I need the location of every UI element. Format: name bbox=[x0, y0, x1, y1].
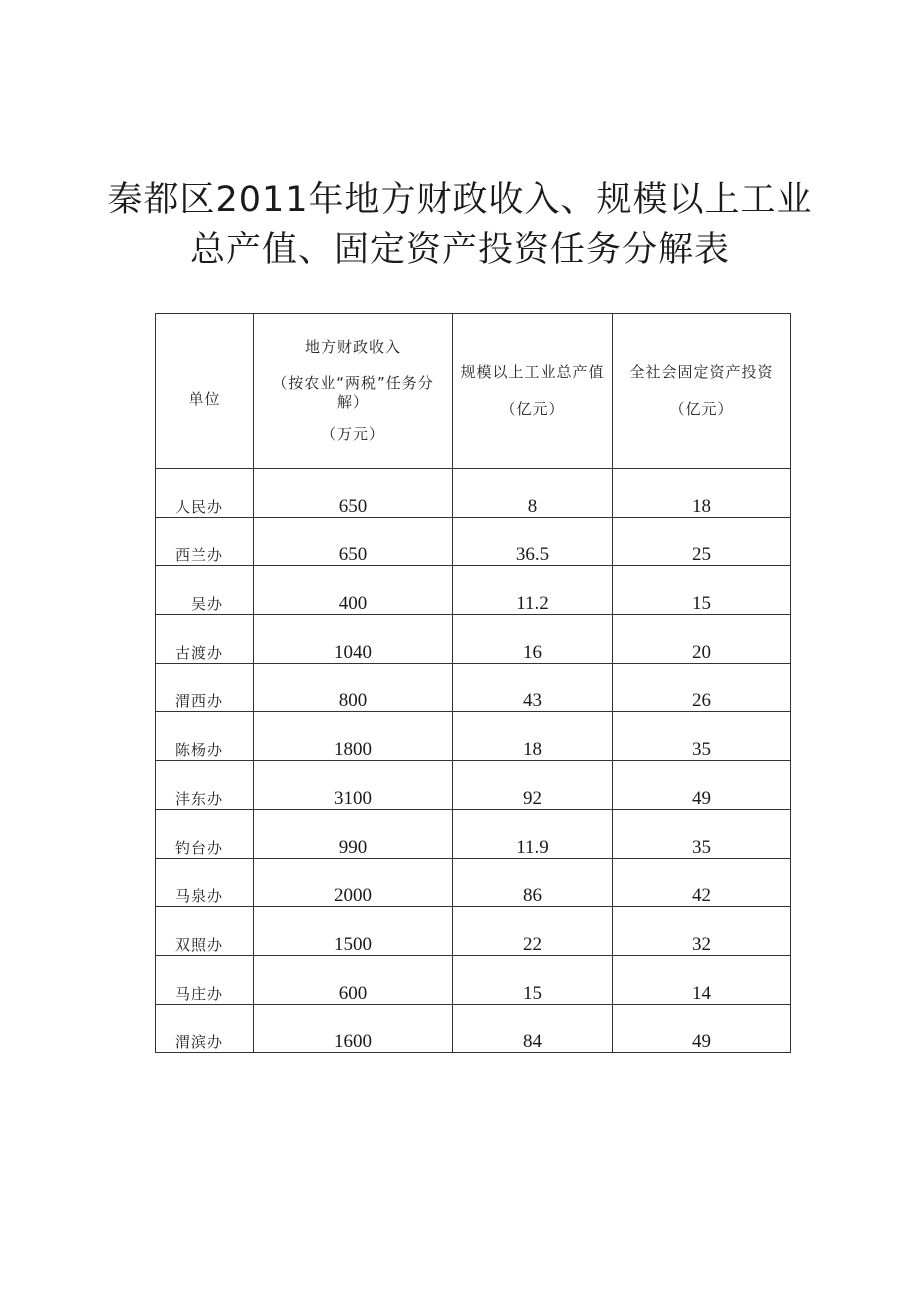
unit-name-cell-value: 渭西办 bbox=[174, 692, 223, 711]
document-title-line-2: 总产值、固定资产投资任务分解表 bbox=[189, 230, 730, 270]
unit-name-cell bbox=[156, 517, 254, 566]
revenue-cell bbox=[254, 907, 453, 956]
revenue-cell-value: 400 bbox=[338, 593, 368, 615]
unit-name-cell bbox=[156, 907, 254, 956]
industry-output-cell bbox=[453, 955, 613, 1004]
unit-name-cell-value: 吴办 bbox=[190, 595, 223, 614]
industry-output-cell bbox=[453, 761, 613, 810]
fixed-investment-cell bbox=[613, 1004, 791, 1053]
fixed-investment-cell-value: 20 bbox=[692, 641, 711, 663]
unit-name-cell bbox=[156, 469, 254, 518]
revenue-cell bbox=[254, 663, 453, 712]
header-industry-title: 规模以上工业总产值 bbox=[460, 362, 605, 381]
unit-name-cell bbox=[156, 809, 254, 858]
task-breakdown-table bbox=[155, 313, 791, 1053]
header-revenue-title: 地方财政收入 bbox=[304, 338, 401, 356]
revenue-cell bbox=[254, 566, 453, 615]
revenue-cell-value: 990 bbox=[338, 836, 368, 858]
revenue-cell-value: 650 bbox=[338, 544, 368, 566]
revenue-cell bbox=[254, 469, 453, 518]
header-revenue-unit: （万元） bbox=[320, 424, 385, 443]
revenue-cell bbox=[254, 809, 453, 858]
fixed-investment-cell bbox=[613, 469, 791, 518]
industry-output-cell bbox=[453, 663, 613, 712]
table-row bbox=[156, 955, 791, 1004]
fixed-investment-cell-value: 49 bbox=[692, 787, 711, 809]
header-investment-cell bbox=[613, 314, 791, 469]
industry-output-cell bbox=[453, 1004, 613, 1053]
fixed-investment-cell bbox=[613, 809, 791, 858]
unit-name-cell bbox=[156, 712, 254, 761]
revenue-cell bbox=[254, 1004, 453, 1053]
table-row bbox=[156, 1004, 791, 1053]
header-revenue-cell bbox=[254, 314, 453, 469]
fixed-investment-cell-value: 42 bbox=[692, 885, 711, 907]
fixed-investment-cell-value: 35 bbox=[692, 739, 711, 761]
revenue-cell bbox=[254, 615, 453, 664]
unit-name-cell bbox=[156, 615, 254, 664]
table-row bbox=[156, 615, 791, 664]
header-revenue-note: （按农业“两税”任务分解） bbox=[272, 373, 434, 411]
revenue-cell bbox=[254, 517, 453, 566]
industry-output-cell-value: 92 bbox=[523, 787, 542, 809]
industry-output-cell-value: 36.5 bbox=[515, 544, 550, 566]
table-row bbox=[156, 469, 791, 518]
industry-output-cell bbox=[453, 566, 613, 615]
unit-name-cell-value: 古渡办 bbox=[174, 643, 223, 662]
header-investment-unit: （亿元） bbox=[669, 400, 734, 418]
fixed-investment-cell bbox=[613, 566, 791, 615]
header-investment-title: 全社会固定资产投资 bbox=[629, 362, 774, 381]
revenue-cell-value: 1500 bbox=[334, 933, 372, 955]
industry-output-cell-value: 16 bbox=[523, 641, 542, 663]
industry-output-cell bbox=[453, 809, 613, 858]
unit-name-cell bbox=[156, 761, 254, 810]
fixed-investment-cell-value: 26 bbox=[692, 690, 711, 712]
revenue-cell bbox=[254, 858, 453, 907]
table-row bbox=[156, 712, 791, 761]
industry-output-cell-value: 11.9 bbox=[516, 836, 549, 858]
revenue-cell-value: 800 bbox=[338, 690, 368, 712]
unit-name-cell bbox=[156, 566, 254, 615]
industry-output-cell bbox=[453, 907, 613, 956]
industry-output-cell-value: 8 bbox=[527, 495, 538, 517]
table-row bbox=[156, 566, 791, 615]
fixed-investment-cell-value: 14 bbox=[692, 982, 711, 1004]
industry-output-cell-value: 84 bbox=[523, 1031, 542, 1053]
fixed-investment-cell-value: 15 bbox=[692, 593, 711, 615]
revenue-cell-value: 1040 bbox=[334, 641, 372, 663]
table-header-row bbox=[156, 314, 791, 469]
fixed-investment-cell bbox=[613, 615, 791, 664]
unit-name-cell-value: 双照办 bbox=[174, 935, 223, 954]
revenue-cell-value: 1600 bbox=[334, 1031, 372, 1053]
unit-name-cell-value: 马庄办 bbox=[174, 984, 223, 1003]
table-row bbox=[156, 907, 791, 956]
header-industry-unit: （亿元） bbox=[500, 400, 565, 418]
revenue-cell bbox=[254, 761, 453, 810]
fixed-investment-cell bbox=[613, 907, 791, 956]
unit-name-cell-value: 人民办 bbox=[174, 497, 223, 516]
industry-output-cell bbox=[453, 517, 613, 566]
fixed-investment-cell-value: 32 bbox=[692, 933, 711, 955]
fixed-investment-cell bbox=[613, 858, 791, 907]
unit-name-cell bbox=[156, 955, 254, 1004]
header-unit-label: 单位 bbox=[188, 390, 221, 409]
fixed-investment-cell-value: 25 bbox=[692, 544, 711, 566]
fixed-investment-cell-value: 18 bbox=[692, 495, 711, 517]
fixed-investment-cell bbox=[613, 517, 791, 566]
fixed-investment-cell bbox=[613, 663, 791, 712]
industry-output-cell-value: 43 bbox=[523, 690, 542, 712]
table-row bbox=[156, 761, 791, 810]
table-row bbox=[156, 517, 791, 566]
fixed-investment-cell bbox=[613, 761, 791, 810]
revenue-cell-value: 600 bbox=[338, 982, 368, 1004]
revenue-cell-value: 2000 bbox=[334, 885, 372, 907]
industry-output-cell bbox=[453, 858, 613, 907]
industry-output-cell bbox=[453, 712, 613, 761]
unit-name-cell-value: 西兰办 bbox=[174, 546, 223, 565]
unit-name-cell bbox=[156, 858, 254, 907]
revenue-cell bbox=[254, 955, 453, 1004]
revenue-cell-value: 1800 bbox=[334, 739, 372, 761]
industry-output-cell-value: 18 bbox=[523, 739, 542, 761]
industry-output-cell-value: 86 bbox=[523, 885, 542, 907]
unit-name-cell-value: 渭滨办 bbox=[174, 1033, 223, 1052]
revenue-cell-value: 650 bbox=[338, 495, 368, 517]
fixed-investment-cell bbox=[613, 955, 791, 1004]
unit-name-cell-value: 沣东办 bbox=[174, 789, 223, 808]
unit-name-cell-value: 钓台办 bbox=[174, 838, 223, 857]
revenue-cell bbox=[254, 712, 453, 761]
unit-name-cell bbox=[156, 1004, 254, 1053]
fixed-investment-cell bbox=[613, 712, 791, 761]
unit-name-cell-value: 陈杨办 bbox=[174, 741, 223, 760]
table-row bbox=[156, 809, 791, 858]
industry-output-cell-value: 22 bbox=[523, 933, 542, 955]
industry-output-cell-value: 11.2 bbox=[516, 593, 549, 615]
industry-output-cell bbox=[453, 469, 613, 518]
header-unit-cell bbox=[156, 314, 254, 469]
header-industry-cell bbox=[453, 314, 613, 469]
fixed-investment-cell-value: 35 bbox=[692, 836, 711, 858]
industry-output-cell-value: 15 bbox=[523, 982, 542, 1004]
unit-name-cell-value: 马泉办 bbox=[174, 887, 223, 906]
document-title-line-1: 秦都区2011年地方财政收入、规模以上工业 bbox=[107, 180, 813, 220]
revenue-cell-value: 3100 bbox=[334, 787, 372, 809]
table-row bbox=[156, 663, 791, 712]
table-row bbox=[156, 858, 791, 907]
industry-output-cell bbox=[453, 615, 613, 664]
unit-name-cell bbox=[156, 663, 254, 712]
fixed-investment-cell-value: 49 bbox=[692, 1031, 711, 1053]
